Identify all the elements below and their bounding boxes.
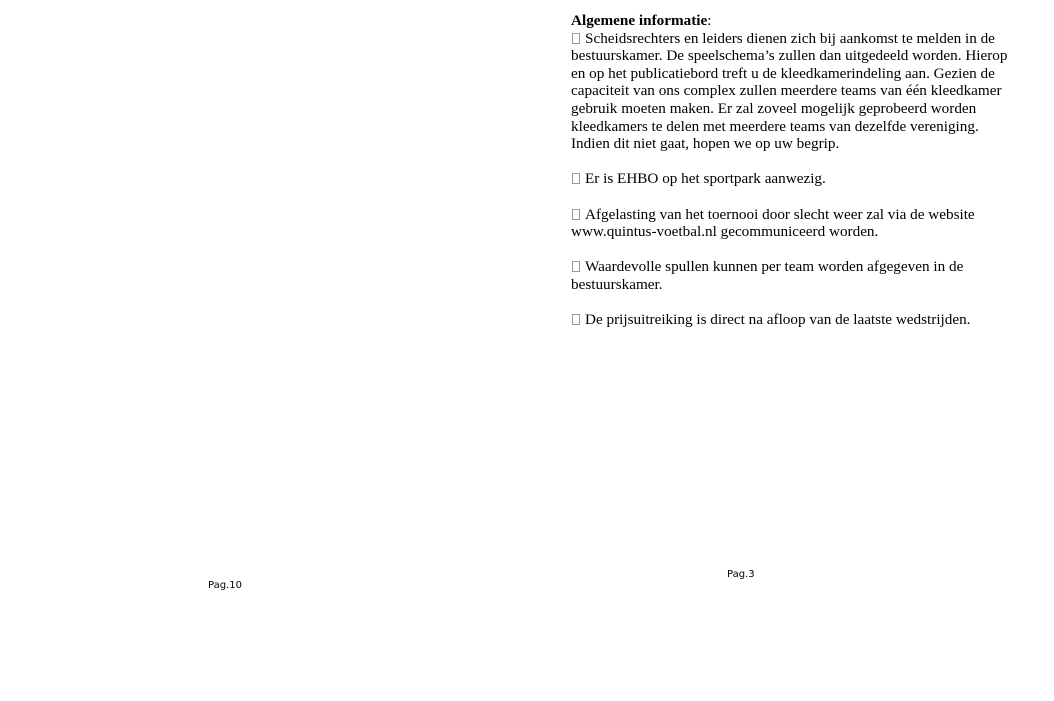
info-item-text: Er is EHBO op het sportpark aanwezig. <box>585 170 826 188</box>
checkbox-bullet-icon <box>572 33 580 44</box>
general-info-section <box>571 12 1011 346</box>
general-info-heading <box>571 12 1011 30</box>
info-item-text: Afgelasting van het toernooi door slecht weer zal via de website www.quintus-voetbal.nl gecommuniceerd worden. <box>571 205 975 241</box>
info-item-valuables <box>571 258 1011 293</box>
info-item-text: Waardevolle spullen kunnen per team worden afgegeven in de bestuurskamer. <box>571 258 964 293</box>
page-number-left: Pag.10 <box>208 580 242 591</box>
checkbox-bullet-icon <box>572 209 580 220</box>
info-item-text: De prijsuitreiking is direct na afloop van de laatste wedstrijden. <box>585 311 971 329</box>
page-number-right: Pag.3 <box>727 569 755 580</box>
checkbox-bullet-icon <box>572 314 580 325</box>
info-item-first-aid <box>571 170 1011 188</box>
checkbox-bullet-icon <box>572 173 580 184</box>
info-item-text: Scheidsrechters en leiders dienen zich bij aankomst te melden in de bestuurskamer. De speelschema’s zullen dan uitgedeeld worden. Hierop en op het publicatiebord treft u de kleedkamerindeling aan. Gezien de capaciteit van ons complex zullen meerdere teams van één kleedkamer gebruik moeten maken. Er zal zoveel mogelijk geprobeerd worden kleedkamers te delen met meerdere teams van dezelfde vereniging. Indien dit niet gaat, hopen we op uw begrip. <box>571 29 1008 153</box>
info-item-cancellation <box>571 206 1011 241</box>
info-item-referees <box>571 30 1011 153</box>
right-page <box>527 0 1054 701</box>
info-item-prize-ceremony <box>571 311 1011 329</box>
checkbox-bullet-icon <box>572 261 580 272</box>
general-info-heading-colon: : <box>707 12 712 29</box>
general-info-heading-text: Algemene informatie <box>571 12 708 29</box>
